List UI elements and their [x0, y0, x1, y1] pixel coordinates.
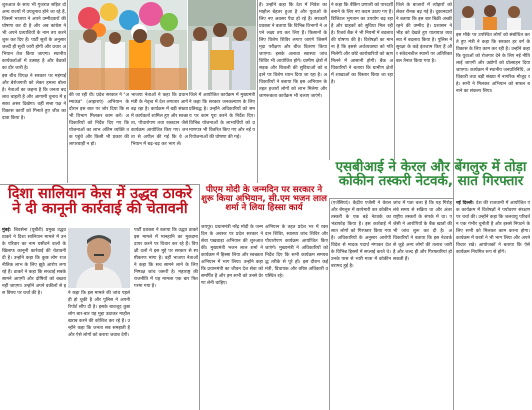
dateline: नई दिल्ली	[456, 201, 473, 206]
column-rule	[199, 184, 200, 410]
column-rule	[257, 0, 258, 183]
headline-pm-birthday: पीएम मोदी के जन्मदिन पर सरकार ने शुरू किया अभियान, सी.एम भजन लाल शर्मा ने लिया हिस्सा कार्य	[201, 185, 327, 214]
far-right-bottom-text: नई दिल्ली। देश की राजधानी में आयोजित एक कार्यक्रम में विशेषज्ञों ने पर्यावरण संरक्षण पर चर्चा की। उन्होंने कहा कि जलवायु परिवर्तन एक गंभीर चुनौती है और इससे निपटने के लिए सभी को मिलकर काम करना होगा। कार्यक्रम में छात्रों ने भी भाग लिया और अपने विचार रखे। आयोजकों ने बताया कि ऐसे कार्यक्रम नियमित रूप से होंगे।	[456, 201, 530, 255]
headline-cocaine-network: एसबीआई ने केरल और बेंगलुरु में तोड़ा कोकीन तस्करी नेटवर्क, सात गिरफ्तार	[335, 159, 527, 190]
column-rule	[394, 0, 395, 160]
uddhav-story-text-3: पार्टी प्रवक्ता ने बताया कि उद्धव ठाकरे इस मामले में मानहानि का मुकदमा दायर करने पर विचार कर रहे हैं। विपक्षी दलों ने इस मुद्दे पर सरकार से स्पष्टीकरण मांगा है। वहीं भाजपा नेताओं ने कहा कि सच सामने लाने के लिए निष्पक्ष जांच जरूरी है। महाराष्ट्र की राजनीति में यह मामला एक बार फिर गरमा गया है।	[134, 228, 198, 289]
section-rule	[0, 184, 200, 185]
right-text-column-1: ने कहा कि बैंकिंग प्रणाली को पारदर्शी बनाने के लिए नए कदम उठाए गए हैं। डिजिटल भुगतान का उपयोग बढ़ रहा है और ग्राहकों को सुविधा मिल रही है। रिजर्व बैंक ने भी नियमों में बदलाव की घोषणा की है। विशेषज्ञों का मानना है कि इससे अर्थव्यवस्था को गति मिलेगी और छोटे कारोबारियों को ऋण मिलने में आसानी होगी। बैंक अधिकारियों ने बताया कि ग्रामीण क्षेत्रों में शाखाओं का विस्तार किया जा रहा है।	[331, 3, 393, 85]
rally-caption-text-2: भाजपा नेताओं ने कहा कि प्रधानमंत्री के नेतृत्व में देश लगातार आगे बढ़ रहा है। कार्यक्रम में बड़ी संख्या में कार्यकर्ता शामिल हुए और स्वच्छता, पौधारोपण तथा रक्तदान जैसे कार्यक्रम आयोजित किए गए। जनता से अपील की गई कि वे अभियान में बढ़-चढ़ कर भाग लें।	[131, 93, 188, 147]
pm-story-text-1: जयपुर। प्रधानमंत्री नरेंद्र मोदी के जन्मदिन के अवसर पर प्रदेश सरकार ने सेवा पखवाड़ा अभियान की शुरुआत की। मुख्यमंत्री भजन लाल शर्मा ने कार्यक्रम में हिस्सा लिया और स्वच्छता अभियान में भाग लिया। उन्होंने कहा कि प्रधानमंत्री का जीवन देश सेवा को समर्पित है और हम सभी को उनसे प्रेरणा लेनी चाहिए।	[201, 225, 263, 286]
crowd-caption-text: जिले में आयोजित कार्यक्रम में मुख्यमंत्री ने कहा कि सरकार जनकल्याण के लिए प्रतिबद्ध है। उन्होंने अधिकारियों को समय पर काम पूरा करने के निर्देश दिए। विभिन्न योजनाओं के लाभार्थियों को प्रमाणपत्र भी वितरित किए गए और नई परियोजनाओं की घोषणा की गई।	[189, 93, 255, 140]
cocaine-story-text-1: (एजेंसियां)। केंद्रीय एजेंसी ने केरल और बेंगलुरु में छापेमारी कर कोकीन तस्करी के एक बड़े नेटवर्क का भंडाफोड़ किया है। इस कार्रवाई में सात लोगों को गिरफ्तार किया गया है। अधिकारियों के अनुसार आरोपी विदेश से मादक पदार्थ मंगाकर देश के विभिन्न हिस्सों में सप्लाई करते थे। उनके पास से भारी मात्रा में कोकीन बरामद हुई है।	[331, 201, 391, 269]
headline-disha-salian: दिशा सालियान केस में उद्धव ठाकरे ने दी कानूनी कार्रवाई की चेतावनी	[7, 186, 193, 218]
dateline: मुंबई	[2, 228, 10, 233]
right-text-column-2: जिले के बाजारों में त्योहारों को लेकर रौनक बढ़ गई है। दुकानदारों ने बताया कि इस बार बिक्री अच्छी रहने की उम्मीद है। प्रशासन ने भीड़ को देखते हुए यातायात व्यवस्था में बदलाव किया है। पुलिस ने सुरक्षा के कड़े इंतजाम किए हैं और संवेदनशील स्थानों पर अतिरिक्त बल तैनात किया गया है।	[396, 3, 452, 64]
section-rule	[330, 198, 454, 199]
column-rule	[453, 0, 454, 410]
cocaine-story-text-2: जांच में पता चला है कि यह गिरोह लंबे समय से सक्रिय था और अंतरराष्ट्रीय तस्करों के संपर्क में था। एजेंसी ने आरोपियों के बैंक खातों की भी जांच शुरू कर दी है। अधिकारियों ने बताया कि इस नेटवर्क से जुड़े अन्य लोगों की तलाश जारी है और जल्द ही और गिरफ्तारियां हो सकती हैं।	[393, 201, 452, 262]
pm-story-text-2: अभियान के तहत प्रदेश भर में रक्तदान शिविर, स्वास्थ्य जांच शिविर और पौधारोपण कार्यक्रम आयोजित किए जाएंगे। मुख्यमंत्री ने अधिकारियों को निर्देश दिए कि सभी कार्यक्रम समयबद्ध तरीके से पूरे हों। इस दौरान कई मंत्री, विधायक और वरिष्ठ अधिकारी उपस्थित रहे।	[265, 225, 328, 279]
column-rule	[67, 0, 68, 183]
uddhav-story-text-2: ने कहा कि इस मामले की जांच पहले ही हो चुकी है और पुलिस ने अपनी रिपोर्ट सौंप दी है। इसके बावजूद कुछ लोग बार-बार यह मुद्दा उठाकर माहौल खराब करने की कोशिश कर रहे हैं। उन्होंने कहा कि जनता सब समझती है और ऐसे लोगों को करारा जवाब देगी।	[68, 291, 130, 338]
far-right-text-column: इस मौके पर उपस्थित लोगों को संबोधित करते हुए मंत्री ने कहा कि सरकार हर वर्ग के विकास के लिए काम कर रही है। उन्होंने कहा कि युवाओं को रोजगार देने के लिए नई नीति लाई जाएगी और उद्योगों को प्रोत्साहन दिया जाएगा। कार्यक्रम में स्थानीय जनप्रतिनिधि, अधिकारी तथा बड़ी संख्या में नागरिक मौजूद रहे। सभी ने मिलकर अभियान को सफल बनाने का संकल्प लिया।	[456, 33, 530, 94]
center-right-text-column: हैं। उन्होंने कहा कि देश में निवेश का माहौल बेहतर हुआ है और युवाओं के लिए नए अवसर पैदा हो रहे हैं। सरकारी प्रवक्ता ने बताया कि विभिन्न विभागों ने अपने लक्ष्य तय कर लिए हैं। किसानों के लिए विशेष शिविर लगाए जाएंगे जिसमें मृदा परीक्षण और बीज वितरण किया जाएगा। इसके अलावा स्वास्थ्य जांच शिविर भी आयोजित होंगे। ग्रामीण क्षेत्रों में सड़क और बिजली की सुविधाओं को बढ़ाने पर विशेष ध्यान दिया जा रहा है। अधिकारियों ने बताया कि इस अभियान के तहत हजारों लोगों को लाभ मिलेगा और जागरूकता कार्यक्रम भी चलाए जाएंगे।	[259, 3, 327, 99]
top-left-text-column: शुरुआत के साथ भी गुजरात सहित दो अन्य राज्यों में उपचुनाव होने जा रहे हैं, जिसमें भाजपा ने अपने उम्मीदवारों की घोषणा कर दी है और अब कांग्रेस ने भी अपने प्रत्याशियों के नाम तय करने शुरू कर दिए हैं। पार्टी सूत्रों के अनुसार जल्दी ही सूची जारी होगी और प्रचार अभियान तेज किया जाएगा। स्थानीय कार्यकर्ताओं में उत्साह है और बैठकों का दौर जारी है। इस बीच विपक्ष ने सरकार पर महंगाई और बेरोजगारी को लेकर हमला बोला है। नेताओं का कहना है कि जनता बदलाव चाहती है और आगामी चुनाव में इसका असर दिखेगा। वहीं सत्ता पक्ष ने विकास कार्यों को गिनाते हुए जीत का दावा किया है।	[2, 3, 66, 121]
uddhav-story-text-1: मुंबई। शिवसेना (यूबीटी) प्रमुख उद्धव ठाकरे ने दिशा सालियान मामले में उनके परिवार का नाम घसीटने वालों के खिलाफ कानूनी कार्रवाई की चेतावनी दी है। उन्होंने कहा कि कुछ लोग राजनीतिक लाभ के लिए झूठे आरोप लगा रहे हैं। ठाकरे ने कहा कि सच्चाई सबके सामने आएगी और दोषियों को बख्शा नहीं जाएगा। उन्होंने अपने वकीलों से इस विषय पर चर्चा की है।	[2, 228, 66, 296]
column-rule	[329, 198, 330, 410]
column-rule	[329, 0, 330, 160]
event-photo	[454, 0, 532, 30]
rally-photo	[69, 0, 187, 90]
crowd-photo	[188, 0, 256, 90]
rally-caption-text: की जा रही थी। प्रदेश सरकार ने "अम्माऊंड" (आहाराएं) अभियान के दौरान इस बात पर जोर दिया कि सभी विभाग मिलकर काम करें। अधिकारियों को निर्देश दिए गए कि योजनाओं का लाभ अंतिम व्यक्ति तक पहुंचे और किसी भी प्रकार की लापरवाही न हो।	[69, 93, 129, 147]
uddhav-thackeray-portrait	[68, 228, 130, 288]
